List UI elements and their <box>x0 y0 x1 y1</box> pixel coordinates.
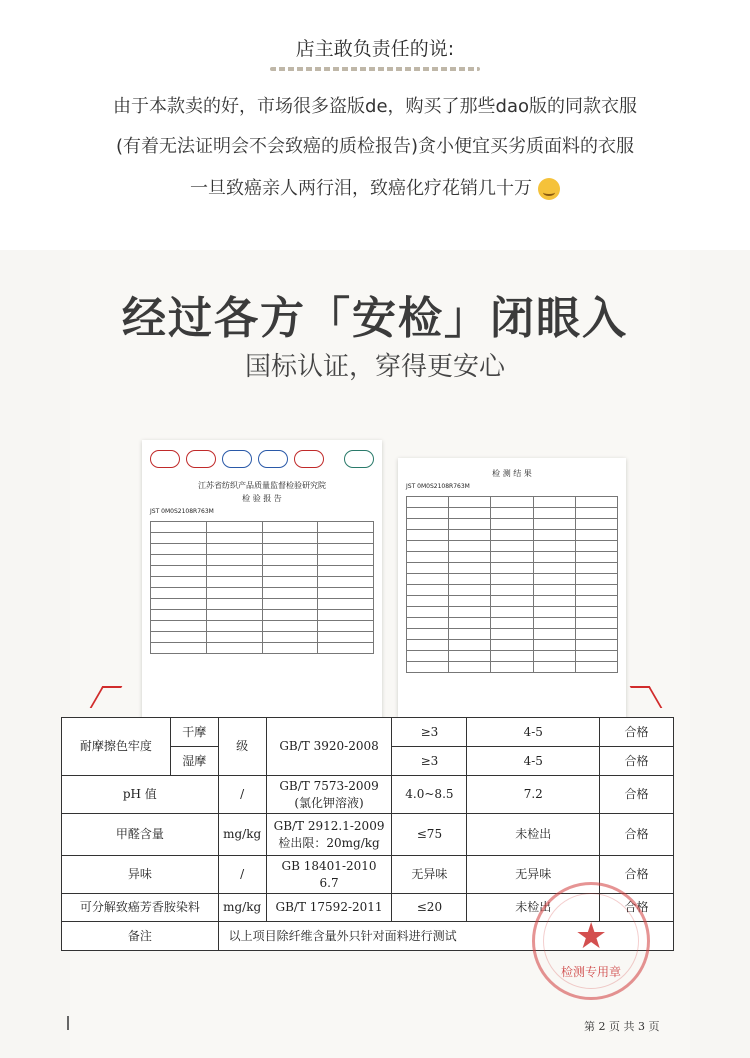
results-code: JST 0M0S2108R763M <box>406 483 470 490</box>
standard-cell: GB/T 2912.1-2009 检出限：20mg/kg <box>266 814 392 856</box>
result-cell: 未检出 <box>467 814 600 856</box>
intro-section <box>0 0 750 250</box>
inspection-results-page <box>398 458 626 718</box>
verdict-cell: 合格 <box>600 894 674 922</box>
standard-cell: GB/T 7573-2009 (氯化钾溶液) <box>266 776 392 814</box>
unit-cell: mg/kg <box>218 814 266 856</box>
seal-text: 检测专用章 <box>560 965 621 979</box>
report-code: JST 0M0S2108R763M <box>150 508 214 515</box>
item-cell: 甲醛含量 <box>62 814 219 856</box>
sad-face-emoji-icon <box>538 178 560 200</box>
item-cell: 异味 <box>62 856 219 894</box>
banner-headline: 经过各方「安检」闭眼入 <box>122 293 628 344</box>
banner-subline: 国标认证，穿得更安心 <box>244 352 505 382</box>
statement-line-3: 一旦致癌亲人两行泪，致癌化疗花销几十万 <box>0 174 750 200</box>
requirement-cell: 无异味 <box>392 856 467 894</box>
verdict-cell: 合格 <box>600 747 674 776</box>
item-cell: pH 值 <box>62 776 219 814</box>
verdict-cell: 合格 <box>600 718 674 747</box>
report-info-grid <box>150 521 374 654</box>
cma-logo-icon <box>150 450 180 468</box>
requirement-cell: ≤20 <box>392 894 467 922</box>
owner-statement-title: 店主敢负责任的说: <box>0 34 750 71</box>
cnas-logo-icon <box>258 450 288 468</box>
cma-logo-icon <box>294 450 324 468</box>
requirement-cell: ≥3 <box>392 747 467 776</box>
item-cell: 耐摩擦色牢度 <box>62 718 171 776</box>
result-cell: 4-5 <box>467 747 600 776</box>
title-underline <box>270 67 480 71</box>
unit-cell: / <box>218 856 266 894</box>
note-text: 以上项目除纤维含量外只针对面料进行测试 <box>218 922 673 951</box>
statement-line-1: 由于本款卖的好，市场很多盗版de，购买了那些dao版的同款衣服 <box>113 96 637 117</box>
standard-cell: GB/T 17592-2011 <box>266 894 392 922</box>
star-icon: ★ <box>575 916 608 957</box>
results-grid <box>406 496 618 673</box>
requirement-cell: ≤75 <box>392 814 467 856</box>
certification-logos <box>142 440 382 472</box>
statement-line-2: (有着无法证明会不会致癌的质检报告)贪小便宜买劣质面料的衣服 <box>115 136 635 157</box>
verdict-cell: 合格 <box>600 814 674 856</box>
cal-logo-icon <box>186 450 216 468</box>
standard-cell: GB 18401-2010 6.7 <box>266 856 392 894</box>
verdict-cell: 合格 <box>600 856 674 894</box>
subitem-cell: 湿摩 <box>170 747 218 776</box>
result-cell: 无异味 <box>467 856 600 894</box>
report-title: 检 验 报 告 <box>242 494 282 503</box>
standard-cell: GB/T 3920-2008 <box>266 718 392 776</box>
requirement-cell: ≥3 <box>392 718 467 747</box>
requirement-cell: 4.0~8.5 <box>392 776 467 814</box>
ilac-mra-logo-icon <box>222 450 252 468</box>
unit-cell: 级 <box>218 718 266 776</box>
table-row <box>62 776 674 814</box>
results-title: 检 测 结 果 <box>492 469 532 478</box>
unit-cell: mg/kg <box>218 894 266 922</box>
inspection-report-cover <box>142 440 382 730</box>
page-mark <box>67 1016 69 1030</box>
verdict-cell: 合格 <box>600 776 674 814</box>
result-cell: 未检出 <box>467 894 600 922</box>
note-label: 备注 <box>62 922 219 951</box>
table-row <box>62 814 674 856</box>
result-cell: 4-5 <box>467 718 600 747</box>
result-cell: 7.2 <box>467 776 600 814</box>
page-number: 第 2 页 共 3 页 <box>584 1020 660 1033</box>
subitem-cell: 干摩 <box>170 718 218 747</box>
item-cell: 可分解致癌芳香胺染料 <box>62 894 219 922</box>
unit-cell: / <box>218 776 266 814</box>
table-row <box>62 718 674 747</box>
report-org: 江苏省纺织产品质量监督检验研究院 <box>198 481 326 490</box>
inspection-seal <box>532 882 650 1000</box>
institute-logo-icon <box>344 450 374 468</box>
